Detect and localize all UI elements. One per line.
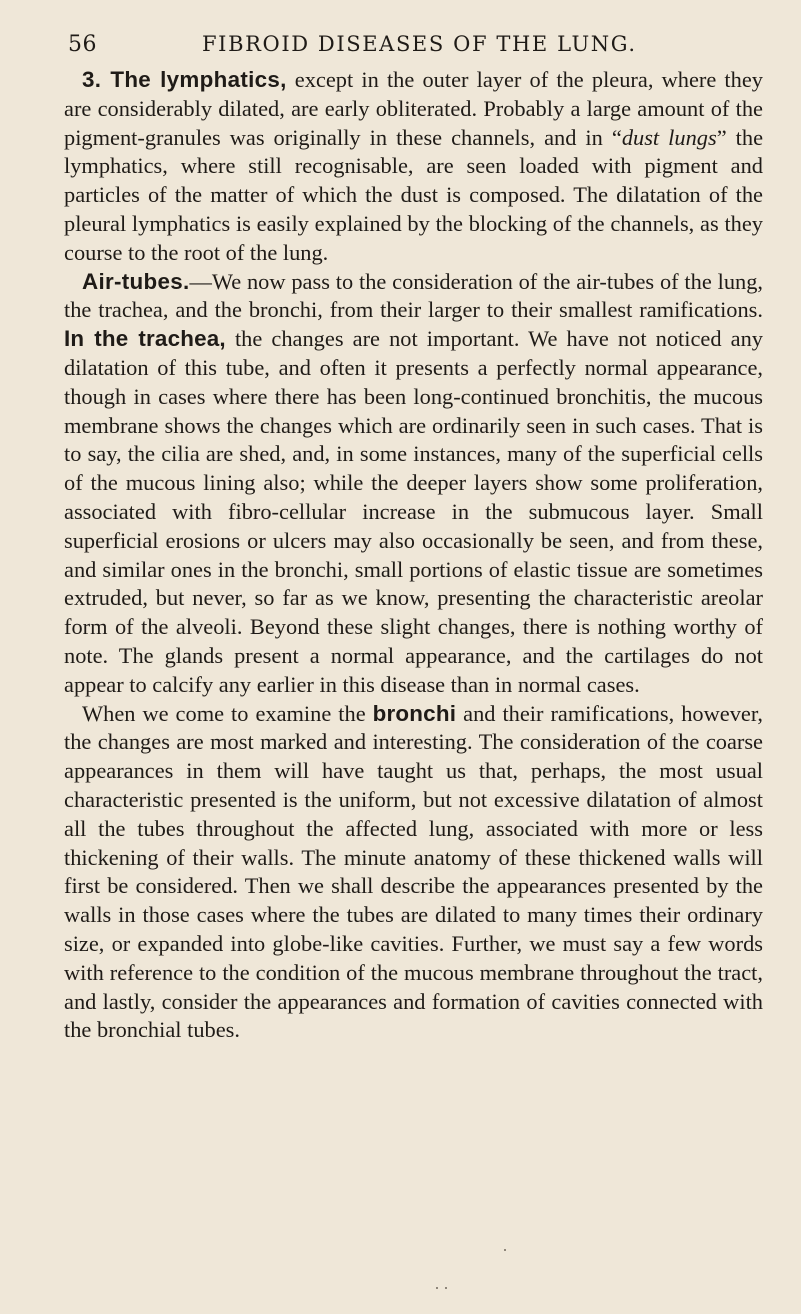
subsection-lead-trachea: In the trachea, bbox=[64, 326, 226, 352]
paragraph-text: the changes are not important. We have not noticed any dilatation of this tube, and often it presents a perfectly normal appearance, though in cases where there has been long-continued bronchitis, the mucous membrane shows the changes which are ordinarily seen in such cases. That is to say, the cilia are shed, and, in some instances, many of the superficial cells of the mucous lining also; while the deeper layers show some proliferation, associated with fibro-cellular increase in the submucous layer. Small superficial erosions or ulcers may also occasionally be seen, and from these, and similar ones in the bronchi, small portions of elastic tissue are sometimes extruded, but never, so far as we know, presenting the characteristic areolar form of the alveoli. Beyond these slight changes, there is nothing worthy of note. The glands present a normal appearance, and the cartilages do not appear to calcify any earlier in this disease than in normal cases. bbox=[64, 326, 764, 697]
paper-speck bbox=[445, 1287, 447, 1289]
paragraph-text: When we come to examine the bbox=[82, 700, 373, 726]
paragraph-air-tubes bbox=[64, 268, 763, 700]
section-lead-lymphatics: 3. The lymphatics, bbox=[82, 67, 287, 92]
paragraph-text: ” the lymphatics, where still recognisable, are seen loaded with pigment and particles of the matter of which the dust is composed. The dilatation of the pleural lymphatics is easily explained by the blocking of the channels, as they course to the root of the lung. bbox=[64, 124, 764, 265]
italic-term: dust lungs bbox=[621, 124, 717, 150]
page-number: 56 bbox=[68, 32, 97, 57]
paragraph-text: —We now pass to the consideration of the air-tubes of the lung, the trachea, and the bronchi, from their larger to their smallest ramifications. bbox=[64, 268, 763, 323]
section-lead-air-tubes: Air-tubes. bbox=[82, 268, 190, 294]
subsection-lead-bronchi: bronchi bbox=[372, 700, 457, 726]
paper-speck bbox=[504, 1249, 506, 1251]
body-text bbox=[64, 66, 763, 1045]
paragraph-lymphatics bbox=[64, 66, 763, 268]
paragraph-text: except in the outer layer of the pleura, where they are considerably dilated, are early obliterated. Probably a large amount of the pigment-granules was originally in these channels, and in “ bbox=[64, 67, 763, 150]
running-head: FIBROID DISEASES OF THE LUNG. bbox=[202, 32, 637, 56]
paragraph-bronchi bbox=[64, 700, 763, 1046]
paper-speck bbox=[436, 1287, 438, 1289]
page-header bbox=[64, 22, 763, 58]
paragraph-text: and their ramifications, however, the changes are most marked and interesting. The consideration of the coarse appearances in them will have taught us that, perhaps, the most usual characteristic presented is the uniform, but not excessive dilatation of almost all the tubes throughout the affected lung, associated with more or less thickening of their walls. The minute anatomy of these thickened walls will first be considered. Then we shall describe the appearances presented by the walls in those cases where the tubes are dilated to many times their ordinary size, or expanded into globe-like cavities. Further, we must say a few words with reference to the condition of the mucous membrane throughout the tract, and lastly, consider the appearances and formation of cavities connected with the bronchial tubes. bbox=[64, 700, 763, 1043]
